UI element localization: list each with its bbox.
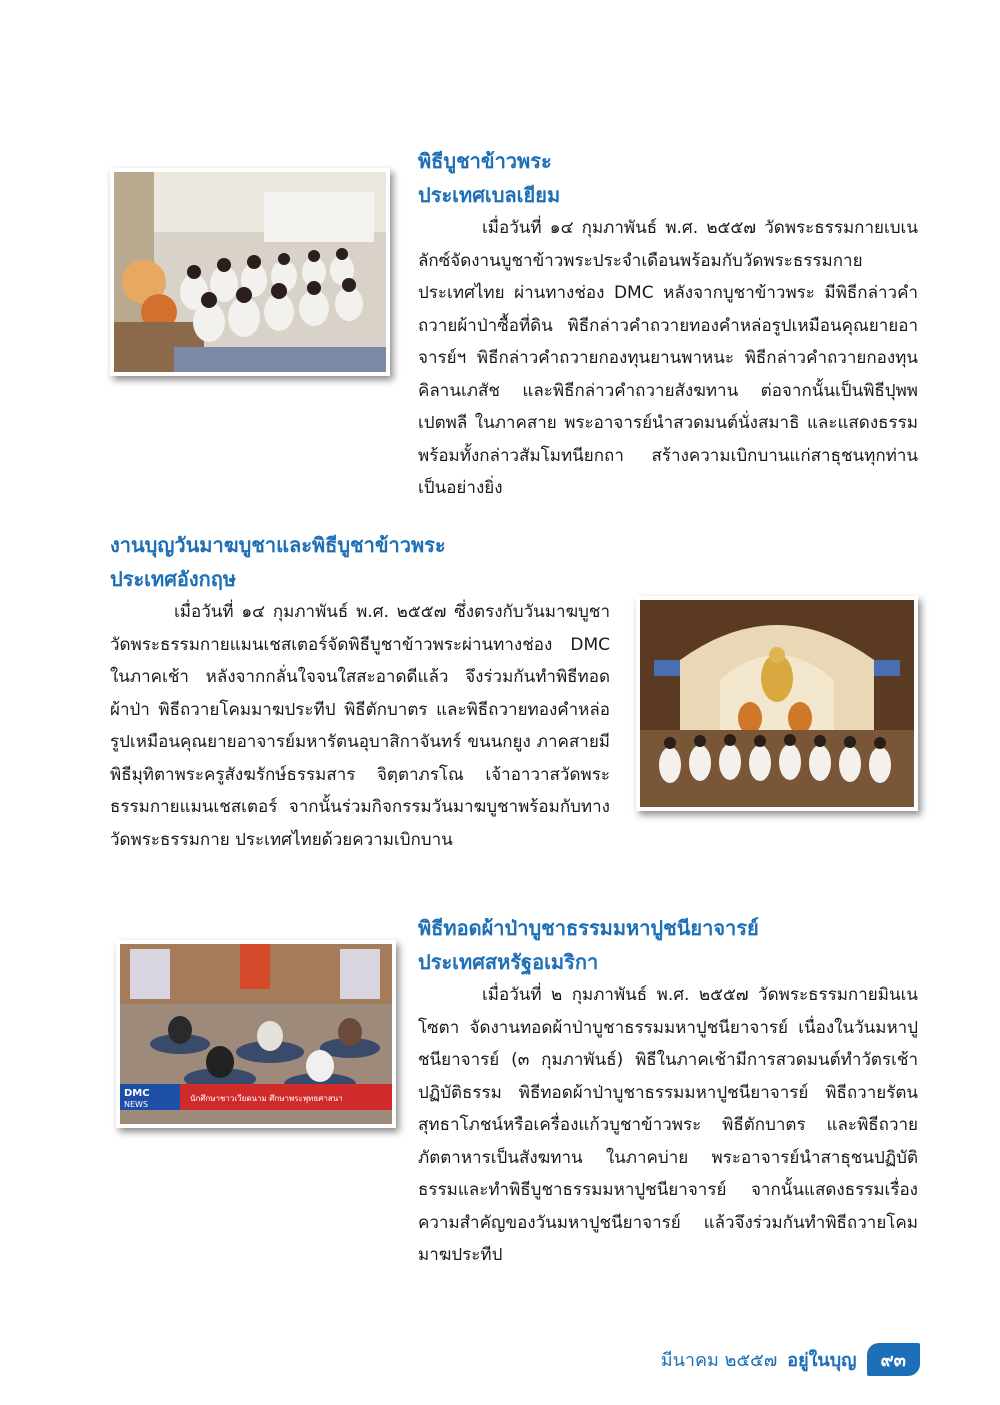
article-england: [110, 528, 610, 856]
page-footer: [661, 1343, 920, 1376]
photo-usa: [116, 940, 396, 1128]
article-title-line1: พิธีทอดผ้าป่าบูชาธรรมมหาปูชนียาจารย์: [418, 916, 759, 940]
belgium-ceremony-image: [114, 172, 386, 372]
article-title-line1: งานบุญวันมาฆบูชาและพิธีบูชาข้าวพระ: [110, 533, 446, 557]
footer-month: มีนาคม ๒๕๕๗: [660, 1350, 778, 1371]
england-ceremony-image: [640, 600, 914, 807]
footer-magazine: อยู่ในบุญ: [787, 1350, 857, 1371]
article-title-line1: พิธีบูชาข้าวพระ: [418, 149, 552, 173]
page-number: ๙๓: [867, 1343, 921, 1376]
article-body: เมื่อวันที่ ๑๔ กุมภาพันธ์ พ.ศ. ๒๕๕๗ วัดพระธรรมกายเบเนลักซ์จัดงานบูชาข้าวพระประจำเดือนพร้อมกับวัดพระธรรมกายประเทศไทย ผ่านทางช่อง DMC หลังจากบูชาข้าวพระ มีพิธีกล่าวคำถวายผ้าป่าซื้อที่ดิน พิธีกล่าวคำถวายทองคำหล่อรูปเหมือนคุณยายอาจารย์ฯ พิธีกล่าวคำถวายกองทุนยานพาหนะ พิธีกล่าวคำถวายกองทุนคิลานเภสัช และพิธีกล่าวคำถวายสังฆทาน ต่อจากนั้นเป็นพิธีปุพพเปตพลี ในภาคสาย พระอาจารย์นำสวดมนต์นั่งสมาธิ และแสดงธรรม พร้อมทั้งกล่าวสัมโมทนียกถา สร้างความเบิกบานแก่สาธุชนทุกท่านเป็นอย่างยิ่ง: [418, 218, 918, 498]
article-belgium: [418, 144, 918, 505]
article-body: เมื่อวันที่ ๑๔ กุมภาพันธ์ พ.ศ. ๒๕๕๗ ซึ่งตรงกับวันมาฆบูชา วัดพระธรรมกายแมนเชสเตอร์จัดพิธีบูชาข้าวพระผ่านทางช่อง DMC ในภาคเช้า หลังจากกลั่นใจจนใสสะอาดดีแล้ว จึงร่วมกันทำพิธีทอดผ้าป่า พิธีถวายโคมมาฆประทีป พิธีตักบาตร และพิธีถวายทองคำหล่อรูปเหมือนคุณยายอาจารย์มหารัตนอุบาสิกาจันทร์ ขนนกยูง ภาคสายมีพิธีมุทิตาพระครูสังฆรักษ์ธรรมสาร จิตฺตาภรโณ เจ้าอาวาสวัดพระธรรมกายแมนเชสเตอร์ จากนั้นร่วมกิจกรรมวันมาฆบูชาพร้อมกับทางวัดพระธรรมกาย ประเทศไทยด้วยความเบิกบาน: [110, 602, 610, 850]
photo-caption: นักศึกษาชาวเวียดนาม ศึกษาพระพุทธศาสนา: [190, 1094, 343, 1103]
usa-meditation-image: [120, 944, 392, 1124]
article-title-line2: ประเทศสหรัฐอเมริกา: [418, 950, 599, 974]
article-title-line2: ประเทศเบลเยียม: [418, 183, 561, 207]
photo-belgium: [110, 168, 390, 376]
photo-england: [636, 596, 918, 811]
article-usa: [418, 911, 918, 1272]
article-body: เมื่อวันที่ ๒ กุมภาพันธ์ พ.ศ. ๒๕๕๗ วัดพระธรรมกายมินเนโซตา จัดงานทอดผ้าป่าบูชาธรรมมหาปูชนียาจารย์ เนื่องในวันมหาปูชนียาจารย์ (๓ กุมภาพันธ์) พิธีในภาคเช้ามีการสวดมนต์ทำวัตรเช้า ปฏิบัติธรรม พิธีทอดผ้าป่าบูชาธรรมมหาปูชนียาจารย์ พิธีถวายรัตนสุทธาโภชน์หรือเครื่องแก้วบูชาข้าวพระ พิธีตักบาตร และพิธีถวายภัตตาหารเป็นสังฆทาน ในภาคบ่าย พระอาจารย์นำสาธุชนปฏิบัติธรรมและทำพิธีบูชาธรรมมหาปูชนียาจารย์ จากนั้นแสดงธรรมเรื่องความสำคัญของวันมหาปูชนียาจารย์ แล้วจึงร่วมกันทำพิธีถวายโคมมาฆประทีป: [418, 985, 918, 1265]
dmc-logo: DMC: [124, 1088, 150, 1099]
article-title-line2: ประเทศอังกฤษ: [110, 567, 237, 591]
dmc-logo-sub: NEWS: [124, 1100, 149, 1109]
